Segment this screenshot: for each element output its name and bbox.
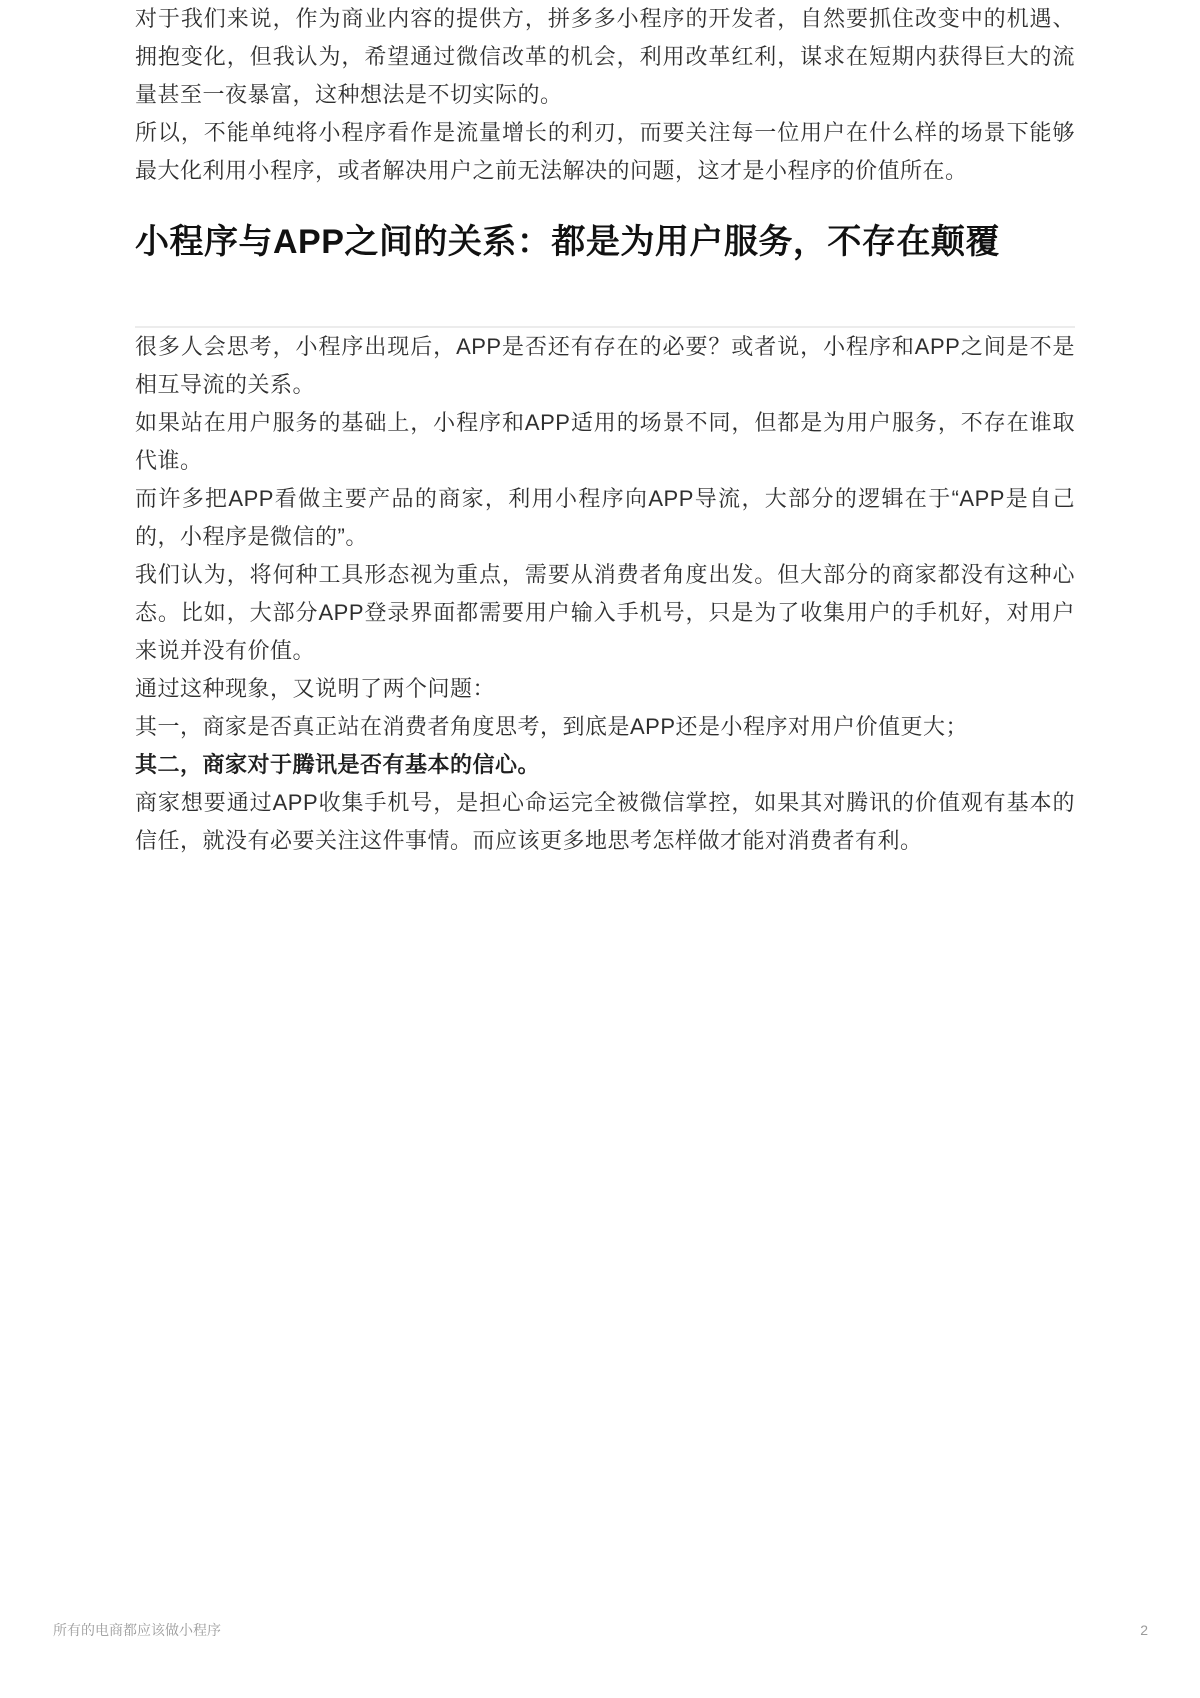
paragraph-two-points — [135, 708, 1075, 784]
paragraph: 对于我们来说，作为商业内容的提供方，拼多多小程序的开发者，自然要抓住改变中的机遇、拥抱变化，但我认为，希望通过微信改革的机会，利用改革红利，谋求在短期内获得巨大的流量甚至一夜暴富，这种想法是不切实际的。 — [135, 6, 1075, 107]
section-heading: 小程序与APP之间的关系：都是为用户服务，不存在颠覆 — [135, 223, 1000, 261]
point-two-text-bold: 其二，商家对于腾讯是否有基本的信心。 — [135, 752, 541, 777]
paragraph: 我们认为，将何种工具形态视为重点，需要从消费者角度出发。但大部分的商家都没有这种心态。比如，大部分APP登录界面都需要用户输入手机号，只是为了收集用户的手机好，对用户来说并没有价值。 — [135, 562, 1075, 663]
paragraph: 商家想要通过APP收集手机号，是担心命运完全被微信掌控，如果其对腾讯的价值观有基本的信任，就没有必要关注这件事情。而应该更多地思考怎样做才能对消费者有利。 — [135, 790, 1075, 853]
paragraph: 通过这种现象，又说明了两个问题： — [135, 676, 496, 701]
footer-page-number: 2 — [1140, 1622, 1148, 1638]
paragraph: 而许多把APP看做主要产品的商家，利用小程序向APP导流，大部分的逻辑在于“APP是自己的，小程序是微信的”。 — [135, 486, 1075, 549]
paragraph: 很多人会思考，小程序出现后，APP是否还有存在的必要？或者说，小程序和APP之间是不是相互导流的关系。 — [135, 334, 1075, 397]
paragraph: 如果站在用户服务的基础上，小程序和APP适用的场景不同，但都是为用户服务，不存在谁取代谁。 — [135, 410, 1075, 473]
point-one-text: 其一，商家是否真正站在消费者角度思考，到底是APP还是小程序对用户价值更大； — [135, 714, 969, 739]
page-content — [135, 0, 1075, 860]
paragraph: 所以，不能单纯将小程序看作是流量增长的利刃，而要关注每一位用户在什么样的场景下能够最大化利用小程序，或者解决用户之前无法解决的问题，这才是小程序的价值所在。 — [135, 120, 1075, 183]
footer-document-title: 所有的电商都应该做小程序 — [53, 1622, 221, 1638]
page-footer — [53, 1620, 1148, 1640]
